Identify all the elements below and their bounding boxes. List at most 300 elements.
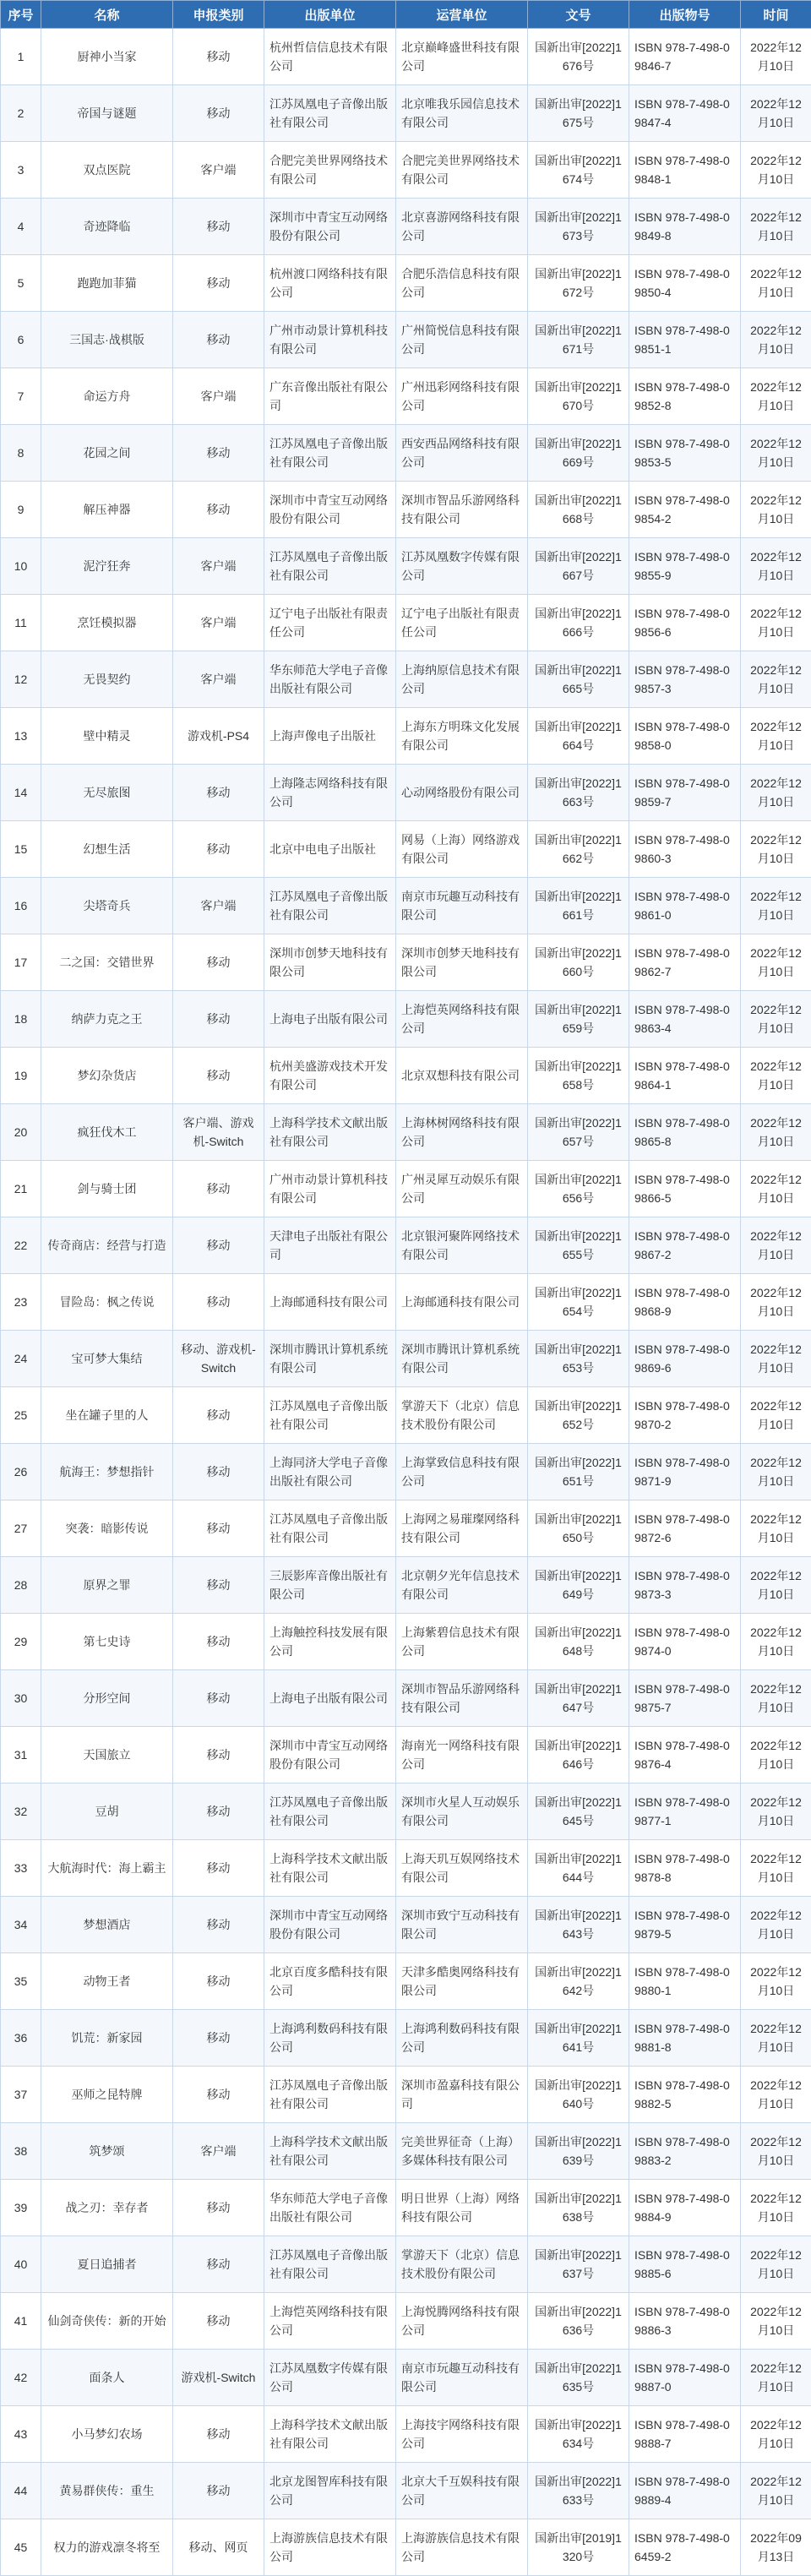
cell-category: 客户端 xyxy=(173,878,264,934)
cell-publisher: 上海恺英网络科技有限公司 xyxy=(264,2293,396,2350)
cell-operator: 上海恺英网络科技有限公司 xyxy=(396,991,528,1048)
cell-category: 移动 xyxy=(173,2236,264,2293)
cell-publisher: 上海游族信息技术有限公司 xyxy=(264,2519,396,2576)
cell-operator: 深圳市智品乐游网络科技有限公司 xyxy=(396,1670,528,1727)
cell-date: 2022年12月10日 xyxy=(741,199,811,255)
cell-operator: 广州简悦信息科技有限公司 xyxy=(396,312,528,368)
cell-publisher: 天津电子出版社有限公司 xyxy=(264,1217,396,1274)
cell-publisher: 北京中电电子出版社 xyxy=(264,821,396,878)
cell-index: 12 xyxy=(1,651,41,708)
cell-name: 花园之间 xyxy=(41,425,173,482)
cell-publisher: 华东师范大学电子音像出版社有限公司 xyxy=(264,2180,396,2236)
cell-operator: 上海纳原信息技术有限公司 xyxy=(396,651,528,708)
cell-index: 41 xyxy=(1,2293,41,2350)
table-row xyxy=(1,1048,811,1104)
cell-publisher: 广东音像出版社有限公司 xyxy=(264,368,396,425)
cell-operator: 江苏凤凰数字传媒有限公司 xyxy=(396,538,528,595)
table-row xyxy=(1,1727,811,1784)
cell-operator: 网易（上海）网络游戏有限公司 xyxy=(396,821,528,878)
cell-category: 移动、游戏机-Switch xyxy=(173,1331,264,1387)
cell-index: 35 xyxy=(1,1953,41,2010)
table-row xyxy=(1,651,811,708)
cell-isbn: ISBN 978-7-498-09884-9 xyxy=(629,2180,741,2236)
cell-operator: 上海东方明珠文化发展有限公司 xyxy=(396,708,528,765)
cell-name: 幻想生活 xyxy=(41,821,173,878)
cell-isbn: ISBN 978-7-498-09859-7 xyxy=(629,765,741,821)
cell-category: 移动 xyxy=(173,85,264,142)
cell-approval-number: 国新出审[2022]1673号 xyxy=(528,199,629,255)
cell-date: 2022年12月10日 xyxy=(741,1331,811,1387)
cell-name: 坐在罐子里的人 xyxy=(41,1387,173,1444)
cell-date: 2022年12月10日 xyxy=(741,2236,811,2293)
cell-operator: 北京喜游网络科技有限公司 xyxy=(396,199,528,255)
table-row xyxy=(1,934,811,991)
cell-index: 18 xyxy=(1,991,41,1048)
cell-operator: 海南光一网络科技有限公司 xyxy=(396,1727,528,1784)
cell-category: 移动 xyxy=(173,1727,264,1784)
cell-index: 32 xyxy=(1,1784,41,1840)
table-row xyxy=(1,142,811,199)
cell-isbn: ISBN 978-7-498-09878-8 xyxy=(629,1840,741,1897)
cell-publisher: 杭州美盛游戏技术开发有限公司 xyxy=(264,1048,396,1104)
cell-index: 8 xyxy=(1,425,41,482)
cell-name: 解压神器 xyxy=(41,482,173,538)
cell-date: 2022年12月10日 xyxy=(741,934,811,991)
cell-isbn: ISBN 978-7-498-09882-5 xyxy=(629,2067,741,2123)
cell-approval-number: 国新出审[2022]1642号 xyxy=(528,1953,629,2010)
cell-name: 传奇商店：经营与打造 xyxy=(41,1217,173,1274)
cell-category: 客户端 xyxy=(173,595,264,651)
cell-approval-number: 国新出审[2022]1643号 xyxy=(528,1897,629,1953)
cell-name: 壁中精灵 xyxy=(41,708,173,765)
cell-name: 筑梦颂 xyxy=(41,2123,173,2180)
cell-name: 冒险岛：枫之传说 xyxy=(41,1274,173,1331)
header-isbn: 出版物号 xyxy=(629,1,741,29)
cell-operator: 上海邮通科技有限公司 xyxy=(396,1274,528,1331)
cell-operator: 深圳市盈嘉科技有限公司 xyxy=(396,2067,528,2123)
cell-approval-number: 国新出审[2022]1666号 xyxy=(528,595,629,651)
cell-approval-number: 国新出审[2019]1320号 xyxy=(528,2519,629,2576)
cell-isbn: ISBN 978-7-498-09865-8 xyxy=(629,1104,741,1161)
cell-category: 游戏机-PS4 xyxy=(173,708,264,765)
cell-category: 移动 xyxy=(173,2406,264,2463)
table-row xyxy=(1,1614,811,1670)
table-row xyxy=(1,1161,811,1217)
cell-isbn: ISBN 978-7-498-09880-1 xyxy=(629,1953,741,2010)
cell-category: 移动 xyxy=(173,2293,264,2350)
cell-name: 夏日追捕者 xyxy=(41,2236,173,2293)
table-row xyxy=(1,1557,811,1614)
cell-index: 24 xyxy=(1,1331,41,1387)
cell-index: 3 xyxy=(1,142,41,199)
cell-category: 移动 xyxy=(173,29,264,85)
cell-operator: 西安西品网络科技有限公司 xyxy=(396,425,528,482)
cell-category: 客户端 xyxy=(173,368,264,425)
table-row xyxy=(1,199,811,255)
cell-approval-number: 国新出审[2022]1636号 xyxy=(528,2293,629,2350)
cell-approval-number: 国新出审[2022]1641号 xyxy=(528,2010,629,2067)
cell-date: 2022年12月10日 xyxy=(741,312,811,368)
cell-isbn: ISBN 978-7-498-09864-1 xyxy=(629,1048,741,1104)
cell-name: 双点医院 xyxy=(41,142,173,199)
table-row xyxy=(1,765,811,821)
cell-index: 19 xyxy=(1,1048,41,1104)
cell-approval-number: 国新出审[2022]1653号 xyxy=(528,1331,629,1387)
cell-publisher: 上海声像电子出版社 xyxy=(264,708,396,765)
table-row xyxy=(1,1953,811,2010)
table-row xyxy=(1,2236,811,2293)
header-date: 时间 xyxy=(741,1,811,29)
cell-publisher: 上海科学技术文献出版社有限公司 xyxy=(264,1840,396,1897)
cell-approval-number: 国新出审[2022]1675号 xyxy=(528,85,629,142)
cell-approval-number: 国新出审[2022]1657号 xyxy=(528,1104,629,1161)
cell-date: 2022年12月10日 xyxy=(741,29,811,85)
cell-date: 2022年12月10日 xyxy=(741,1274,811,1331)
cell-isbn: ISBN 978-7-498-09873-3 xyxy=(629,1557,741,1614)
cell-category: 游戏机-Switch xyxy=(173,2350,264,2406)
cell-operator: 上海网之易璀璨网络科技有限公司 xyxy=(396,1500,528,1557)
cell-operator: 深圳市火星人互动娱乐有限公司 xyxy=(396,1784,528,1840)
cell-operator: 上海技宇网络科技有限公司 xyxy=(396,2406,528,2463)
cell-operator: 上海游族信息技术有限公司 xyxy=(396,2519,528,2576)
cell-index: 44 xyxy=(1,2463,41,2519)
table-row xyxy=(1,1784,811,1840)
cell-operator: 上海紫碧信息技术有限公司 xyxy=(396,1614,528,1670)
cell-isbn: ISBN 978-7-498-09851-1 xyxy=(629,312,741,368)
cell-index: 17 xyxy=(1,934,41,991)
cell-operator: 深圳市创梦天地科技有限公司 xyxy=(396,934,528,991)
cell-isbn: ISBN 978-7-498-09875-7 xyxy=(629,1670,741,1727)
table-row xyxy=(1,2463,811,2519)
cell-index: 16 xyxy=(1,878,41,934)
cell-operator: 明日世界（上海）网络科技有限公司 xyxy=(396,2180,528,2236)
cell-approval-number: 国新出审[2022]1638号 xyxy=(528,2180,629,2236)
cell-approval-number: 国新出审[2022]1655号 xyxy=(528,1217,629,1274)
cell-publisher: 杭州哲信信息技术有限公司 xyxy=(264,29,396,85)
cell-publisher: 江苏凤凰电子音像出版社有限公司 xyxy=(264,538,396,595)
cell-isbn: ISBN 978-7-498-09852-8 xyxy=(629,368,741,425)
cell-isbn: ISBN 978-7-498-09846-7 xyxy=(629,29,741,85)
cell-date: 2022年12月10日 xyxy=(741,2293,811,2350)
cell-name: 小马梦幻农场 xyxy=(41,2406,173,2463)
cell-index: 14 xyxy=(1,765,41,821)
cell-category: 移动 xyxy=(173,199,264,255)
table-body xyxy=(1,29,811,2576)
cell-operator: 掌游天下（北京）信息技术股份有限公司 xyxy=(396,1387,528,1444)
cell-isbn: ISBN 978-7-498-09879-5 xyxy=(629,1897,741,1953)
cell-index: 39 xyxy=(1,2180,41,2236)
cell-index: 22 xyxy=(1,1217,41,1274)
cell-category: 移动 xyxy=(173,1387,264,1444)
cell-approval-number: 国新出审[2022]1651号 xyxy=(528,1444,629,1500)
cell-publisher: 深圳市中青宝互动网络股份有限公司 xyxy=(264,1727,396,1784)
header-category: 申报类别 xyxy=(173,1,264,29)
table-row xyxy=(1,255,811,312)
cell-category: 移动 xyxy=(173,2010,264,2067)
cell-name: 宝可梦大集结 xyxy=(41,1331,173,1387)
cell-name: 动物王者 xyxy=(41,1953,173,2010)
cell-operator: 上海鸿利数码科技有限公司 xyxy=(396,2010,528,2067)
cell-category: 客户端 xyxy=(173,651,264,708)
cell-index: 23 xyxy=(1,1274,41,1331)
cell-name: 二之国：交错世界 xyxy=(41,934,173,991)
cell-operator: 掌游天下（北京）信息技术股份有限公司 xyxy=(396,2236,528,2293)
cell-operator: 天津多酷奥网络科技有限公司 xyxy=(396,1953,528,2010)
cell-index: 21 xyxy=(1,1161,41,1217)
table-row xyxy=(1,991,811,1048)
cell-operator: 北京巅峰盛世科技有限公司 xyxy=(396,29,528,85)
header-index: 序号 xyxy=(1,1,41,29)
cell-operator: 上海掌致信息科技有限公司 xyxy=(396,1444,528,1500)
cell-operator: 合肥乐浩信息科技有限公司 xyxy=(396,255,528,312)
table-row xyxy=(1,1670,811,1727)
cell-operator: 深圳市智品乐游网络科技有限公司 xyxy=(396,482,528,538)
cell-date: 2022年12月10日 xyxy=(741,425,811,482)
cell-publisher: 深圳市腾讯计算机系统有限公司 xyxy=(264,1331,396,1387)
cell-publisher: 江苏凤凰电子音像出版社有限公司 xyxy=(264,1387,396,1444)
table-row xyxy=(1,2010,811,2067)
cell-approval-number: 国新出审[2022]1646号 xyxy=(528,1727,629,1784)
cell-isbn: ISBN 978-7-498-09861-0 xyxy=(629,878,741,934)
cell-approval-number: 国新出审[2022]1674号 xyxy=(528,142,629,199)
cell-approval-number: 国新出审[2022]1635号 xyxy=(528,2350,629,2406)
cell-date: 2022年12月10日 xyxy=(741,878,811,934)
table-row xyxy=(1,1331,811,1387)
cell-category: 移动、网页 xyxy=(173,2519,264,2576)
cell-name: 分形空间 xyxy=(41,1670,173,1727)
cell-operator: 南京市玩趣互动科技有限公司 xyxy=(396,878,528,934)
cell-approval-number: 国新出审[2022]1656号 xyxy=(528,1161,629,1217)
cell-isbn: ISBN 978-7-498-09858-0 xyxy=(629,708,741,765)
cell-date: 2022年12月10日 xyxy=(741,1784,811,1840)
cell-name: 纳萨力克之王 xyxy=(41,991,173,1048)
cell-name: 剑与骑士团 xyxy=(41,1161,173,1217)
table-row xyxy=(1,1104,811,1161)
cell-isbn: ISBN 978-7-498-09862-7 xyxy=(629,934,741,991)
cell-operator: 北京大千互娱科技有限公司 xyxy=(396,2463,528,2519)
table-row xyxy=(1,482,811,538)
cell-date: 2022年12月10日 xyxy=(741,821,811,878)
cell-approval-number: 国新出审[2022]1648号 xyxy=(528,1614,629,1670)
cell-category: 移动 xyxy=(173,1897,264,1953)
table-header-row xyxy=(1,1,811,29)
header-approval-number: 文号 xyxy=(528,1,629,29)
cell-date: 2022年12月10日 xyxy=(741,2350,811,2406)
cell-approval-number: 国新出审[2022]1676号 xyxy=(528,29,629,85)
cell-index: 4 xyxy=(1,199,41,255)
cell-isbn: ISBN 978-7-498-09857-3 xyxy=(629,651,741,708)
cell-approval-number: 国新出审[2022]1652号 xyxy=(528,1387,629,1444)
cell-name: 疯狂伐木工 xyxy=(41,1104,173,1161)
cell-date: 2022年12月10日 xyxy=(741,142,811,199)
cell-name: 原界之罪 xyxy=(41,1557,173,1614)
cell-publisher: 上海同济大学电子音像出版社有限公司 xyxy=(264,1444,396,1500)
cell-index: 36 xyxy=(1,2010,41,2067)
cell-index: 11 xyxy=(1,595,41,651)
cell-approval-number: 国新出审[2022]1647号 xyxy=(528,1670,629,1727)
cell-operator: 北京朝夕光年信息技术有限公司 xyxy=(396,1557,528,1614)
cell-publisher: 北京龙图智库科技有限公司 xyxy=(264,2463,396,2519)
cell-publisher: 三辰影库音像出版社有限公司 xyxy=(264,1557,396,1614)
cell-isbn: ISBN 978-7-498-09849-8 xyxy=(629,199,741,255)
cell-isbn: ISBN 978-7-498-09885-6 xyxy=(629,2236,741,2293)
cell-category: 移动 xyxy=(173,1444,264,1500)
cell-isbn: ISBN 978-7-498-06459-2 xyxy=(629,2519,741,2576)
cell-name: 泥泞狂奔 xyxy=(41,538,173,595)
table-row xyxy=(1,2519,811,2576)
cell-isbn: ISBN 978-7-498-09854-2 xyxy=(629,482,741,538)
cell-index: 38 xyxy=(1,2123,41,2180)
cell-index: 40 xyxy=(1,2236,41,2293)
cell-category: 移动 xyxy=(173,1161,264,1217)
cell-name: 跑跑加菲猫 xyxy=(41,255,173,312)
cell-index: 1 xyxy=(1,29,41,85)
cell-date: 2022年12月10日 xyxy=(741,595,811,651)
cell-operator: 深圳市致宁互动科技有限公司 xyxy=(396,1897,528,1953)
cell-operator: 辽宁电子出版社有限责任公司 xyxy=(396,595,528,651)
cell-approval-number: 国新出审[2022]1668号 xyxy=(528,482,629,538)
cell-publisher: 广州市动景计算机科技有限公司 xyxy=(264,312,396,368)
cell-publisher: 北京百度多酷科技有限公司 xyxy=(264,1953,396,2010)
cell-approval-number: 国新出审[2022]1637号 xyxy=(528,2236,629,2293)
cell-publisher: 上海隆志网络科技有限公司 xyxy=(264,765,396,821)
cell-operator: 合肥完美世界网络技术有限公司 xyxy=(396,142,528,199)
table-row xyxy=(1,29,811,85)
cell-date: 2022年12月10日 xyxy=(741,765,811,821)
cell-index: 29 xyxy=(1,1614,41,1670)
table-row xyxy=(1,368,811,425)
cell-date: 2022年12月10日 xyxy=(741,1897,811,1953)
cell-name: 黄易群侠传：重生 xyxy=(41,2463,173,2519)
cell-publisher: 江苏凤凰电子音像出版社有限公司 xyxy=(264,85,396,142)
cell-index: 45 xyxy=(1,2519,41,2576)
cell-category: 移动 xyxy=(173,2180,264,2236)
cell-date: 2022年12月10日 xyxy=(741,1387,811,1444)
cell-operator: 上海天玑互娱网络技术有限公司 xyxy=(396,1840,528,1897)
cell-date: 2022年12月10日 xyxy=(741,368,811,425)
cell-publisher: 江苏凤凰电子音像出版社有限公司 xyxy=(264,425,396,482)
cell-date: 2022年12月10日 xyxy=(741,1670,811,1727)
cell-index: 27 xyxy=(1,1500,41,1557)
cell-publisher: 辽宁电子出版社有限责任公司 xyxy=(264,595,396,651)
cell-isbn: ISBN 978-7-498-09847-4 xyxy=(629,85,741,142)
cell-operator: 上海悦腾网络科技有限公司 xyxy=(396,2293,528,2350)
cell-isbn: ISBN 978-7-498-09868-9 xyxy=(629,1274,741,1331)
table-row xyxy=(1,2180,811,2236)
cell-date: 2022年09月13日 xyxy=(741,2519,811,2576)
cell-category: 移动 xyxy=(173,1048,264,1104)
cell-index: 20 xyxy=(1,1104,41,1161)
cell-category: 移动 xyxy=(173,255,264,312)
cell-operator: 北京唯我乐园信息技术有限公司 xyxy=(396,85,528,142)
cell-index: 15 xyxy=(1,821,41,878)
cell-date: 2022年12月10日 xyxy=(741,1104,811,1161)
table-row xyxy=(1,425,811,482)
cell-isbn: ISBN 978-7-498-09866-5 xyxy=(629,1161,741,1217)
cell-publisher: 上海科学技术文献出版社有限公司 xyxy=(264,1104,396,1161)
cell-isbn: ISBN 978-7-498-09863-4 xyxy=(629,991,741,1048)
cell-isbn: ISBN 978-7-498-09881-8 xyxy=(629,2010,741,2067)
cell-operator: 上海林树网络科技有限公司 xyxy=(396,1104,528,1161)
cell-category: 移动 xyxy=(173,991,264,1048)
header-publisher: 出版单位 xyxy=(264,1,396,29)
cell-operator: 南京市玩趣互动科技有限公司 xyxy=(396,2350,528,2406)
cell-index: 5 xyxy=(1,255,41,312)
cell-publisher: 广州市动景计算机科技有限公司 xyxy=(264,1161,396,1217)
cell-approval-number: 国新出审[2022]1660号 xyxy=(528,934,629,991)
cell-name: 尖塔奇兵 xyxy=(41,878,173,934)
cell-category: 客户端、游戏机-Switch xyxy=(173,1104,264,1161)
table-row xyxy=(1,2293,811,2350)
cell-date: 2022年12月10日 xyxy=(741,991,811,1048)
cell-isbn: ISBN 978-7-498-09855-9 xyxy=(629,538,741,595)
cell-category: 移动 xyxy=(173,1614,264,1670)
cell-category: 客户端 xyxy=(173,2123,264,2180)
cell-date: 2022年12月10日 xyxy=(741,2406,811,2463)
cell-approval-number: 国新出审[2022]1667号 xyxy=(528,538,629,595)
cell-category: 移动 xyxy=(173,1670,264,1727)
cell-approval-number: 国新出审[2022]1650号 xyxy=(528,1500,629,1557)
cell-category: 移动 xyxy=(173,425,264,482)
table-row xyxy=(1,821,811,878)
cell-isbn: ISBN 978-7-498-09877-1 xyxy=(629,1784,741,1840)
cell-operator: 北京银河聚阵网络技术有限公司 xyxy=(396,1217,528,1274)
cell-date: 2022年12月10日 xyxy=(741,1500,811,1557)
cell-name: 梦幻杂货店 xyxy=(41,1048,173,1104)
cell-date: 2022年12月10日 xyxy=(741,2010,811,2067)
cell-index: 10 xyxy=(1,538,41,595)
cell-isbn: ISBN 978-7-498-09850-4 xyxy=(629,255,741,312)
table-row xyxy=(1,595,811,651)
cell-date: 2022年12月10日 xyxy=(741,482,811,538)
cell-category: 移动 xyxy=(173,1953,264,2010)
cell-date: 2022年12月10日 xyxy=(741,85,811,142)
cell-category: 客户端 xyxy=(173,538,264,595)
cell-name: 无尽旅图 xyxy=(41,765,173,821)
cell-date: 2022年12月10日 xyxy=(741,2463,811,2519)
cell-date: 2022年12月10日 xyxy=(741,2067,811,2123)
cell-isbn: ISBN 978-7-498-09872-6 xyxy=(629,1500,741,1557)
cell-index: 26 xyxy=(1,1444,41,1500)
cell-isbn: ISBN 978-7-498-09874-0 xyxy=(629,1614,741,1670)
cell-isbn: ISBN 978-7-498-09887-0 xyxy=(629,2350,741,2406)
cell-name: 仙剑奇侠传：新的开始 xyxy=(41,2293,173,2350)
cell-approval-number: 国新出审[2022]1672号 xyxy=(528,255,629,312)
cell-category: 移动 xyxy=(173,2463,264,2519)
cell-isbn: ISBN 978-7-498-09867-2 xyxy=(629,1217,741,1274)
table-row xyxy=(1,1444,811,1500)
cell-isbn: ISBN 978-7-498-09871-9 xyxy=(629,1444,741,1500)
cell-date: 2022年12月10日 xyxy=(741,1217,811,1274)
cell-operator: 北京双想科技有限公司 xyxy=(396,1048,528,1104)
cell-name: 第七史诗 xyxy=(41,1614,173,1670)
cell-approval-number: 国新出审[2022]1661号 xyxy=(528,878,629,934)
cell-isbn: ISBN 978-7-498-09883-2 xyxy=(629,2123,741,2180)
cell-category: 移动 xyxy=(173,765,264,821)
cell-category: 移动 xyxy=(173,482,264,538)
header-operator: 运营单位 xyxy=(396,1,528,29)
cell-name: 无畏契约 xyxy=(41,651,173,708)
cell-index: 31 xyxy=(1,1727,41,1784)
cell-name: 巫师之昆特牌 xyxy=(41,2067,173,2123)
header-name: 名称 xyxy=(41,1,173,29)
cell-date: 2022年12月10日 xyxy=(741,1953,811,2010)
cell-publisher: 上海触控科技发展有限公司 xyxy=(264,1614,396,1670)
cell-publisher: 深圳市中青宝互动网络股份有限公司 xyxy=(264,1897,396,1953)
cell-approval-number: 国新出审[2022]1669号 xyxy=(528,425,629,482)
cell-publisher: 上海电子出版有限公司 xyxy=(264,1670,396,1727)
cell-category: 移动 xyxy=(173,821,264,878)
